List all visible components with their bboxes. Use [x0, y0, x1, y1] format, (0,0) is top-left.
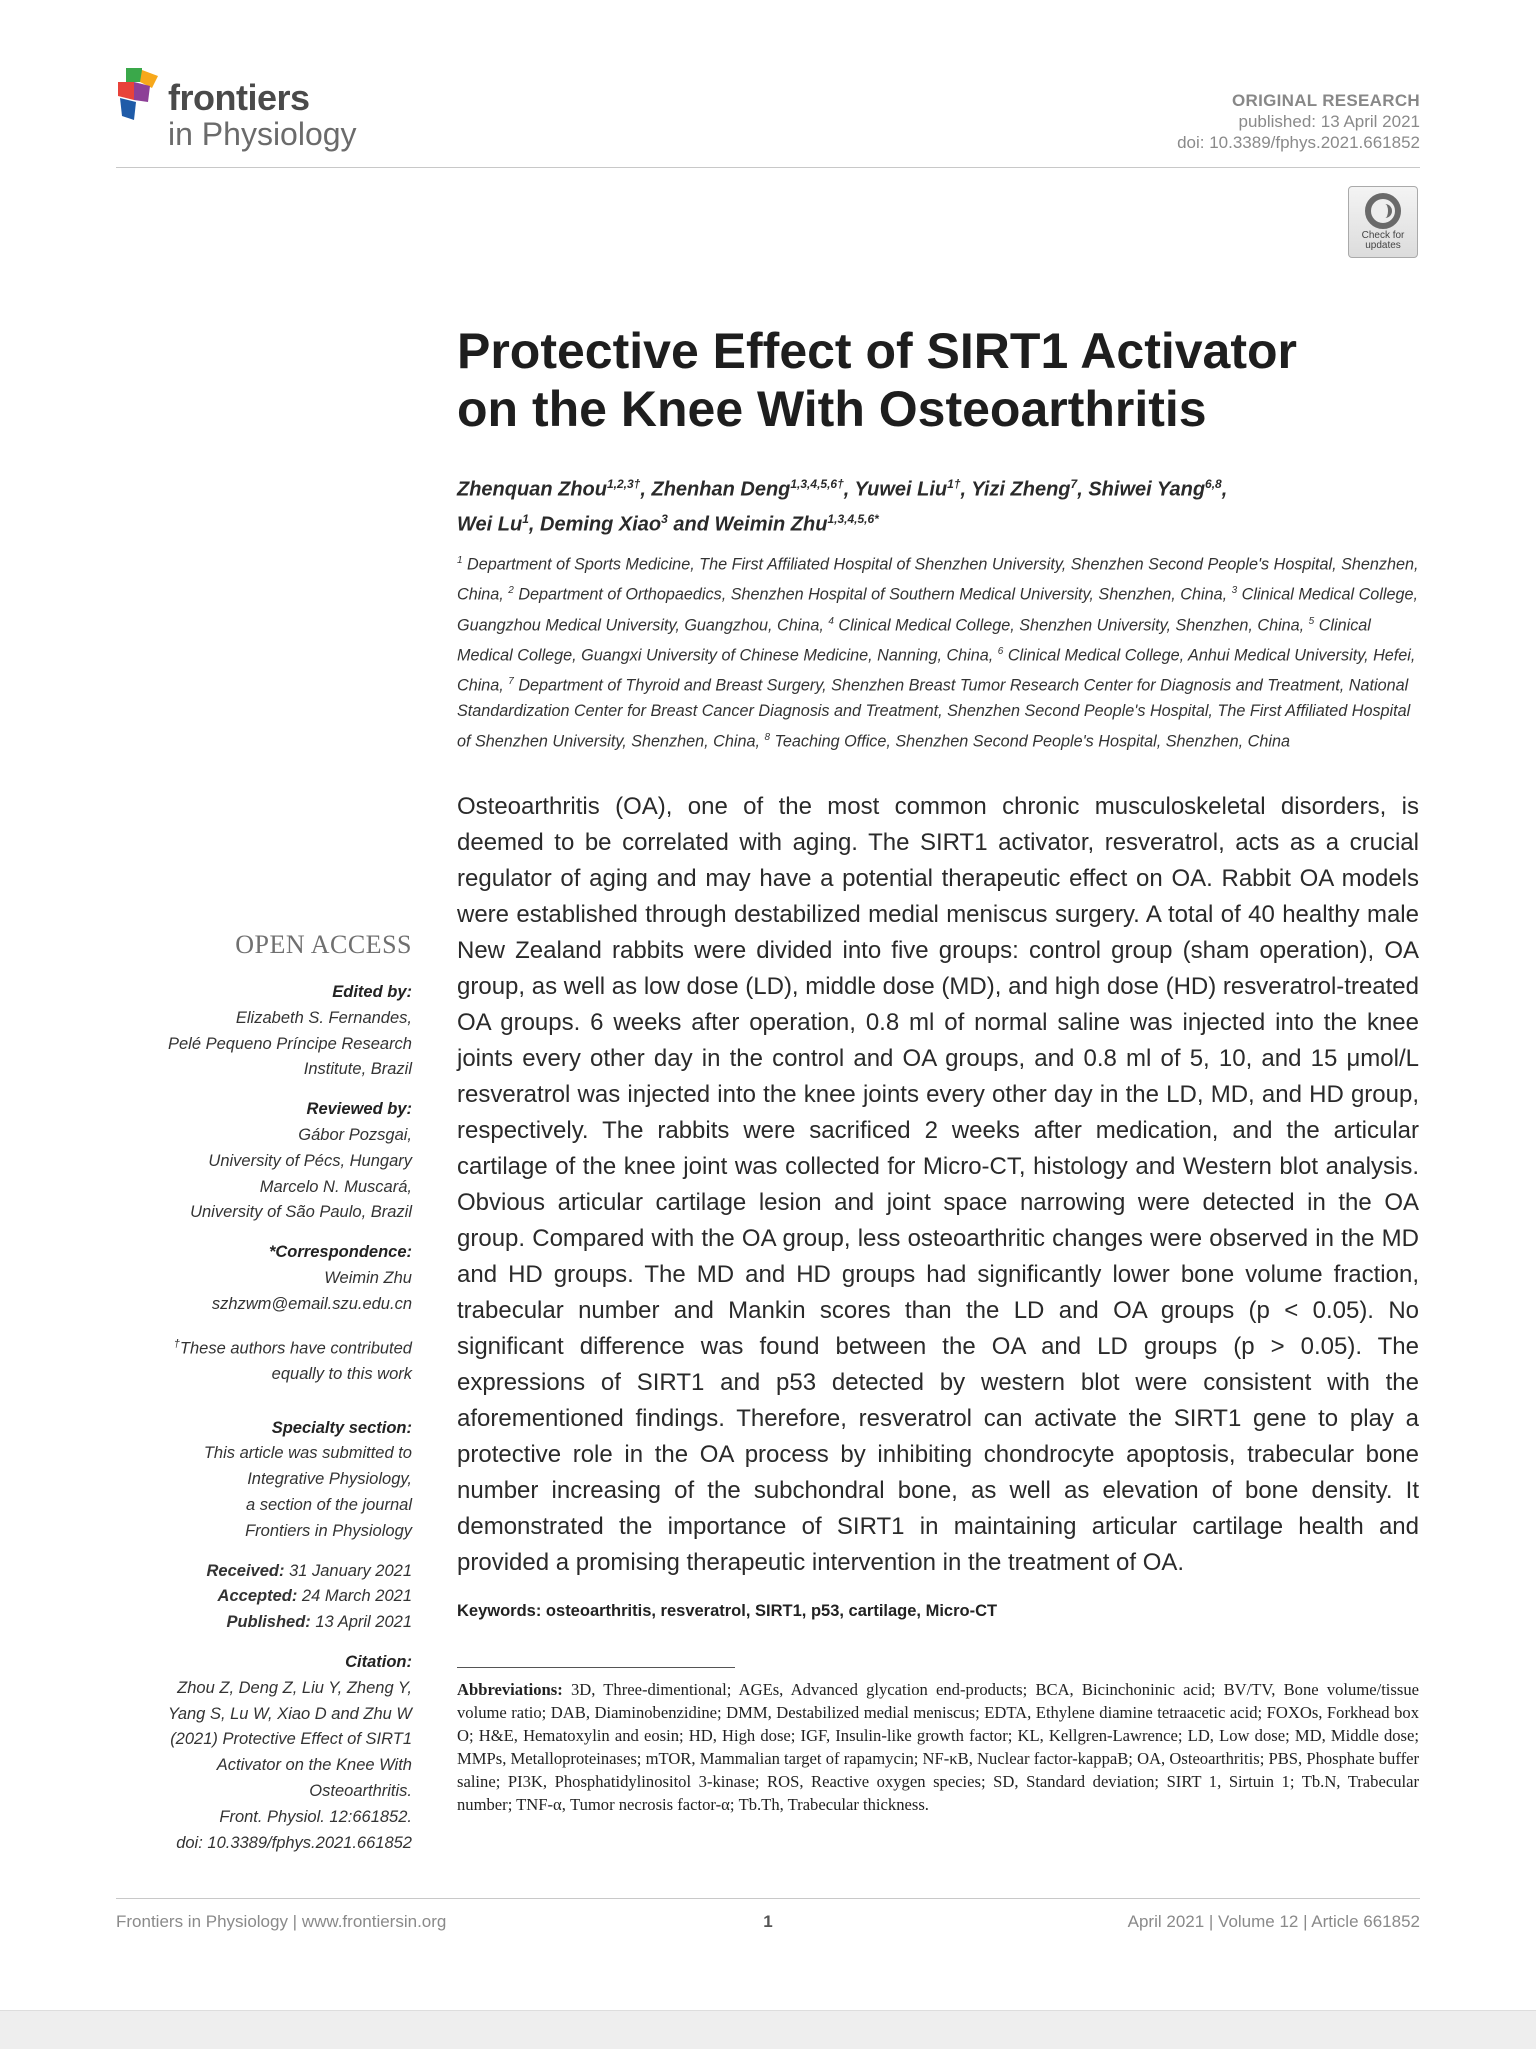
reviewed-by-section	[116, 1097, 412, 1226]
title-line-1: Protective Effect of SIRT1 Activator	[457, 323, 1298, 379]
affiliation-text: Department of Sports Medicine, The First Affiliated Hospital of Shenzhen University, Shenzhen Second People's Hospital, Shenzhen, China,	[457, 555, 1419, 604]
author-separator: ,	[960, 478, 972, 501]
citation-line: Front. Physiol. 12:661852.	[219, 1807, 412, 1826]
author-separator: ,	[843, 478, 855, 501]
author-name[interactable]: Yizi Zheng	[971, 478, 1071, 501]
citation-line: Osteoarthritis.	[309, 1782, 412, 1801]
footer-divider	[116, 1898, 1420, 1899]
article-title	[457, 322, 1417, 438]
keywords: Keywords: osteoarthritis, resveratrol, SIRT1, p53, cartilage, Micro-CT	[457, 1602, 998, 1620]
logo-word-frontiers: frontiers	[168, 77, 310, 118]
reviewer-line: University of São Paulo, Brazil	[190, 1203, 412, 1222]
affiliation-text: Clinical Medical College, Shenzhen University, Shenzhen, China,	[833, 615, 1309, 634]
accepted-label: Accepted:	[217, 1587, 298, 1606]
title-line-2: on the Knee With Osteoarthritis	[457, 381, 1207, 437]
footer-journal-link[interactable]: Frontiers in Physiology | www.frontiersin.org	[116, 1912, 447, 1931]
affiliation-number: 2	[508, 585, 514, 597]
author-affiliation-mark: 1†	[947, 477, 961, 491]
reviewer-line: Marcelo N. Muscará,	[259, 1177, 412, 1196]
affiliation-number: 7	[508, 676, 514, 688]
published-label: Published:	[226, 1613, 311, 1632]
edited-by-label: Edited by:	[332, 983, 412, 1001]
published-date: published: 13 April 2021	[1238, 112, 1420, 131]
citation-doi[interactable]: doi: 10.3389/fphys.2021.661852	[176, 1833, 412, 1852]
specialty-line: This article was submitted to	[203, 1444, 412, 1463]
affiliation-number: 8	[764, 732, 771, 744]
logo-word-journal: in Physiology	[168, 116, 357, 152]
reviewer-line: University of Pécs, Hungary	[208, 1151, 412, 1170]
footnote-divider	[457, 1667, 735, 1668]
author-name[interactable]: Yuwei Liu	[854, 478, 948, 501]
author-affiliation-mark: 1,2,3†	[606, 477, 641, 491]
affiliation-text: Clinical Medical College, Anhui Medical University, Hefei, China,	[457, 646, 1416, 695]
received-date: 31 January 2021	[289, 1561, 412, 1580]
frontiers-logo-icon	[116, 66, 164, 126]
correspondence-label: *Correspondence:	[268, 1243, 412, 1262]
affiliation-text: Clinical Medical College, Guangxi University of Chinese Medicine, Nanning, China,	[457, 615, 1371, 665]
reviewer-line: Gábor Pozsgai,	[298, 1125, 412, 1144]
affiliation-text: Clinical Medical College, Guangzhou Medical University, Guangzhou, China,	[457, 585, 1419, 634]
editor-line: Pelé Pequeno Príncipe Research	[168, 1034, 412, 1053]
equal-contrib-line: These authors have contributed	[179, 1339, 412, 1358]
citation-line: Zhou Z, Deng Z, Liu Y, Zheng Y,	[177, 1678, 412, 1697]
editor-line: Institute, Brazil	[303, 1060, 412, 1079]
author-name[interactable]: Zhenhan Deng	[651, 478, 791, 501]
citation-line: Yang S, Lu W, Xiao D and Zhu W	[168, 1704, 412, 1723]
author-affiliation-mark: 1	[522, 511, 529, 526]
abbreviations-label: Abbreviations:	[457, 1680, 563, 1699]
article-type: ORIGINAL RESEARCH	[1231, 91, 1420, 110]
article-doi[interactable]: doi: 10.3389/fphys.2021.661852	[1177, 133, 1420, 152]
edited-by-section	[116, 980, 412, 1083]
author-name[interactable]: Zhenquan Zhou	[457, 478, 607, 501]
editor-line: Elizabeth S. Fernandes,	[235, 1008, 412, 1027]
correspondence-email[interactable]: szhzwm@email.szu.edu.cn	[211, 1294, 412, 1313]
author-affiliation-mark: 6,8	[1205, 477, 1222, 491]
author-separator: ,	[528, 513, 540, 536]
author-name[interactable]: Wei Lu	[457, 513, 523, 536]
specialty-line: a section of the journal	[245, 1496, 412, 1515]
viewer-bottom-bar	[0, 2010, 1536, 2049]
published-date-sidebar: 13 April 2021	[315, 1613, 412, 1632]
affiliation-number: 6	[997, 645, 1004, 657]
abbreviations-footnote	[457, 1678, 1419, 1817]
author-name[interactable]: Shiwei Yang	[1088, 478, 1206, 501]
author-separator: ,	[1221, 478, 1228, 501]
footer-issue-info: April 2021 | Volume 12 | Article 661852	[1127, 1912, 1420, 1931]
equal-contribution-note	[116, 1332, 412, 1388]
reviewed-by-label: Reviewed by:	[306, 1100, 412, 1119]
article-meta	[1177, 90, 1420, 153]
citation-label: Citation:	[345, 1653, 412, 1672]
author-name[interactable]: Weimin Zhu	[714, 513, 828, 536]
affiliation-number: 3	[1231, 585, 1238, 597]
dates-section	[116, 1559, 412, 1636]
affiliation-number: 5	[1308, 615, 1315, 627]
affiliation-text: Department of Thyroid and Breast Surgery, Shenzhen Breast Tumor Research Center for Diagnosis and Treatment, National Standardization Center for Breast Cancer Diagnosis and Treatment, Shenzhen Second People's Hospital, The First Affiliated Hospital of Shenzhen University, Shenzhen, China,	[457, 676, 1411, 751]
journal-logo[interactable]	[116, 66, 416, 156]
check-for-updates-button[interactable]	[1348, 186, 1418, 258]
received-label: Received:	[206, 1561, 285, 1580]
open-access-label: OPEN ACCESS	[235, 930, 412, 959]
affiliation-text: Department of Orthopaedics, Shenzhen Hospital of Southern Medical University, Shenzhen, China,	[513, 585, 1232, 604]
page-number: 1	[763, 1912, 773, 1931]
citation-section	[116, 1650, 412, 1856]
affiliation-number: 4	[828, 615, 834, 627]
author-affiliation-mark: 7	[1070, 477, 1078, 491]
author-list	[457, 470, 1417, 539]
dagger-mark: †	[173, 1337, 180, 1350]
affiliation-number: 1	[457, 555, 463, 566]
accepted-date: 24 March 2021	[301, 1587, 412, 1606]
citation-line: (2021) Protective Effect of SIRT1	[170, 1730, 412, 1749]
check-updates-label: Check for updates	[1361, 230, 1405, 251]
author-name[interactable]: Deming Xiao	[540, 513, 662, 536]
author-separator: and	[667, 513, 715, 536]
author-affiliation-mark: 1,3,4,5,6†	[790, 477, 844, 491]
equal-contrib-line: equally to this work	[271, 1364, 412, 1383]
affiliation-text: Teaching Office, Shenzhen Second People's Hospital, Shenzhen, China	[770, 732, 1290, 751]
author-separator: ,	[640, 478, 652, 501]
citation-line: Activator on the Knee With	[216, 1756, 412, 1775]
author-affiliation-mark: 1,3,4,5,6*	[827, 511, 879, 526]
author-separator: ,	[1077, 478, 1089, 501]
sidebar	[116, 930, 412, 1870]
crossmark-icon	[1365, 193, 1401, 229]
correspondence-name: Weimin Zhu	[324, 1268, 412, 1287]
author-affiliation-mark: 3	[661, 511, 668, 526]
specialty-line: Integrative Physiology,	[247, 1470, 412, 1489]
abbreviations-text: 3D, Three-dimentional; AGEs, Advanced glycation end-products; BCA, Bicinchoninic acid; BV/TV, Bone volume/tissue volume ratio; DAB, Diaminobenzidine; DMM, Destabilized medial meniscus; EDTA, Ethylene diamine tetraacetic acid; FOXOs, Forkhead box O; H&E, Hematoxylin and eosin; HD, High dose; IGF, Insulin-like growth factor; KL, Kellgren-Lawrence; LD, Low dose; MD, Middle dose; MMPs, Metalloproteinases; mTOR, Mammalian target of rapamycin; NF-κB, Nuclear factor-kappaB; OA, Osteoarthritis; PBS, Phosphate buffer saline; PI3K, Phosphatidylinositol 3-kinase; ROS, Reactive oxygen species; SD, Standard deviation; SIRT 1, Sirtuin 1; Tb.N, Trabecular number; TNF-α, Tumor necrosis factor-α; Tb.Th, Trabecular thickness.	[457, 1680, 1419, 1815]
specialty-label: Specialty section:	[271, 1418, 412, 1437]
specialty-section	[116, 1416, 412, 1545]
header-divider	[116, 167, 1420, 168]
correspondence-section	[116, 1240, 412, 1317]
specialty-line: Frontiers in Physiology	[245, 1521, 412, 1540]
abstract: Osteoarthritis (OA), one of the most common chronic musculoskeletal disorders, is deemed to be correlated with aging. The SIRT1 activator, resveratrol, acts as a crucial regulator of aging and may have a potential therapeutic effect on OA. Rabbit OA models were established through destabilized medial meniscus surgery. A total of 40 healthy male New Zealand rabbits were divided into five groups: control group (sham operation), OA group, as well as low dose (LD), middle dose (MD), and high dose (HD) resveratrol-treated OA groups. 6 weeks after operation, 0.8 ml of normal saline was injected into the knee joints every other day in the control and OA groups, and 0.8 ml of 5, 10, and 15 μmol/L resveratrol was injected into the knee joints every other day in the LD, MD, and HD group, respectively. The rabbits were sacrificed 2 weeks after medication, and the articular cartilage of the knee joint was collected for Micro-CT, histology and Western blot analysis. Obvious articular cartilage lesion and joint space narrowing were detected in the OA group. Compared with the OA group, less osteoarthritic changes were observed in the MD and HD groups. The MD and HD groups had significantly lower bone volume fraction, trabecular number and Mankin scores than the LD and OA groups (p < 0.05). No significant difference was found between the OA and LD groups (p > 0.05). The expressions of SIRT1 and p53 detected by western blot were consistent with the aforementioned findings. Therefore, resveratrol can activate the SIRT1 gene to play a protective role in the OA process by inhibiting chondrocyte apoptosis, trabecular bone number increasing of the subchondral bone, as well as elevation of bone density. It demonstrated the importance of SIRT1 in maintaining articular cartilage health and provided a promising therapeutic intervention in the treatment of OA.	[457, 793, 1419, 1576]
affiliations	[457, 548, 1422, 756]
